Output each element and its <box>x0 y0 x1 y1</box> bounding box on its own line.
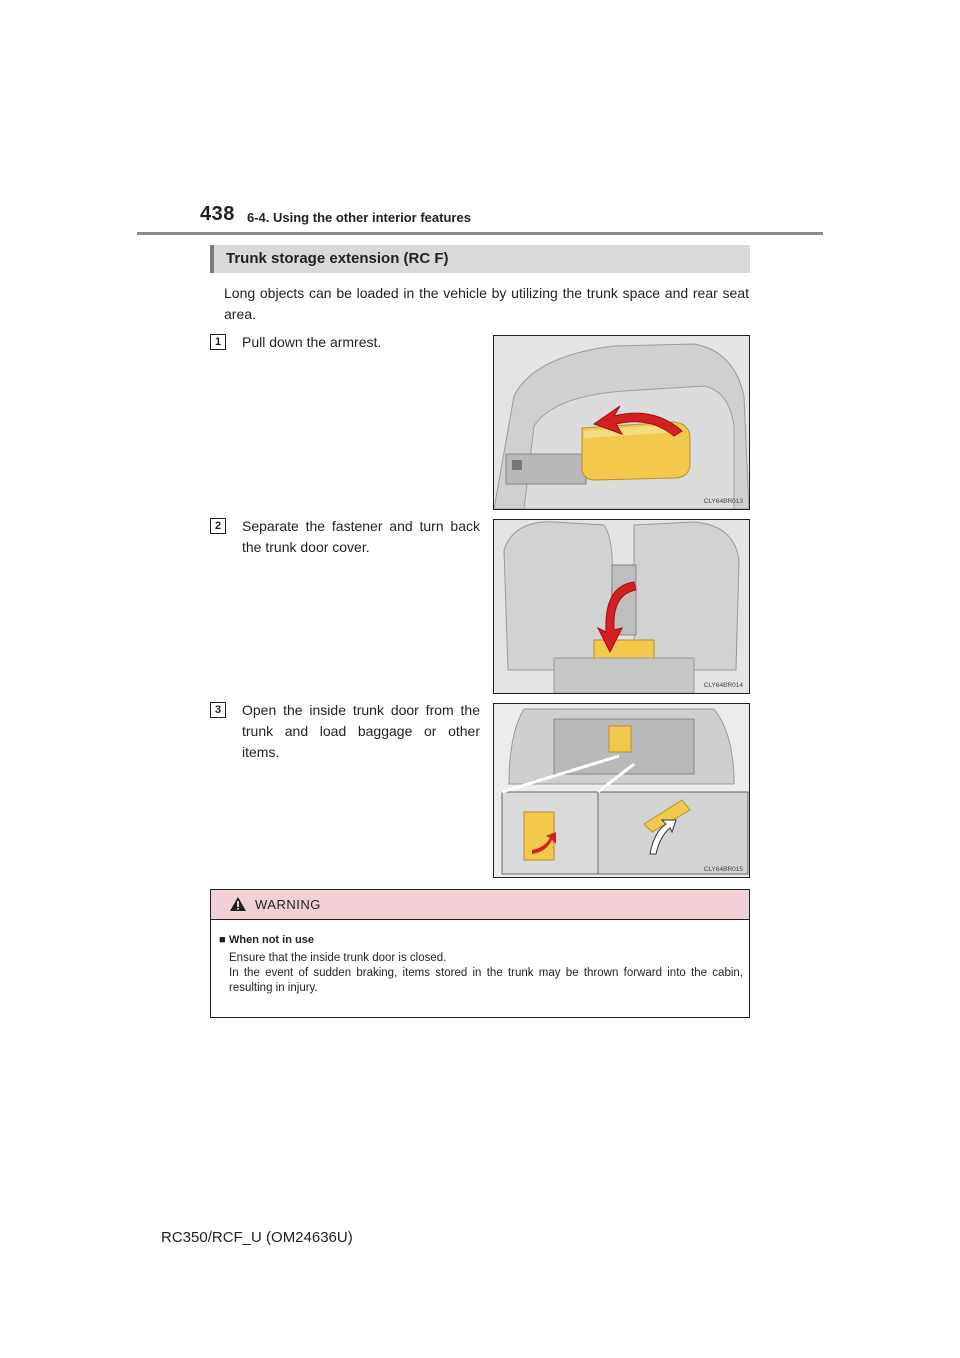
step-number-3: 3 <box>210 702 226 718</box>
warning-bullet: ■ <box>219 934 226 946</box>
armrest-drawing <box>494 336 749 509</box>
warning-body <box>229 951 743 996</box>
trunk-drawing <box>494 704 749 877</box>
section-title: Trunk storage extension (RC F) <box>226 250 449 267</box>
illustration-armrest <box>493 335 750 510</box>
warning-header <box>211 890 749 920</box>
warning-body-line-2: In the event of sudden braking, items stored in the trunk may be thrown forward into the cabin, resulting in injury. <box>229 967 743 994</box>
step-number-2: 2 <box>210 518 226 534</box>
seatback-drawing <box>494 520 749 693</box>
page-number: 438 <box>200 203 235 225</box>
figure-code-2: CLY64BR014 <box>703 682 743 689</box>
warning-label: WARNING <box>255 897 321 912</box>
warning-triangle-icon <box>229 896 247 912</box>
figure-code-3: CLY64BR015 <box>703 866 743 873</box>
step-text-2: Separate the fastener and turn back the trunk door cover. <box>242 518 480 555</box>
header-rule <box>137 232 823 235</box>
intro-paragraph: Long objects can be loaded in the vehicle by utilizing the trunk space and rear seat area. <box>224 285 749 322</box>
warning-body-line-1: Ensure that the inside trunk door is closed. <box>229 952 447 964</box>
step-text-1: Pull down the armrest. <box>242 334 382 350</box>
warning-item-title: When not in use <box>229 934 314 946</box>
footer-model-code: RC350/RCF_U (OM24636U) <box>161 1229 353 1246</box>
warning-box <box>210 889 750 1018</box>
figure-code-1: CLY64BR013 <box>703 498 743 505</box>
step-text-3: Open the inside trunk door from the trunk and load baggage or other items. <box>242 702 480 760</box>
step-number-1: 1 <box>210 334 226 350</box>
illustration-trunk-door-cover <box>493 519 750 694</box>
illustration-inside-trunk-door <box>493 703 750 878</box>
section-title-bar <box>210 245 750 273</box>
section-header: 6-4. Using the other interior features <box>247 210 471 225</box>
